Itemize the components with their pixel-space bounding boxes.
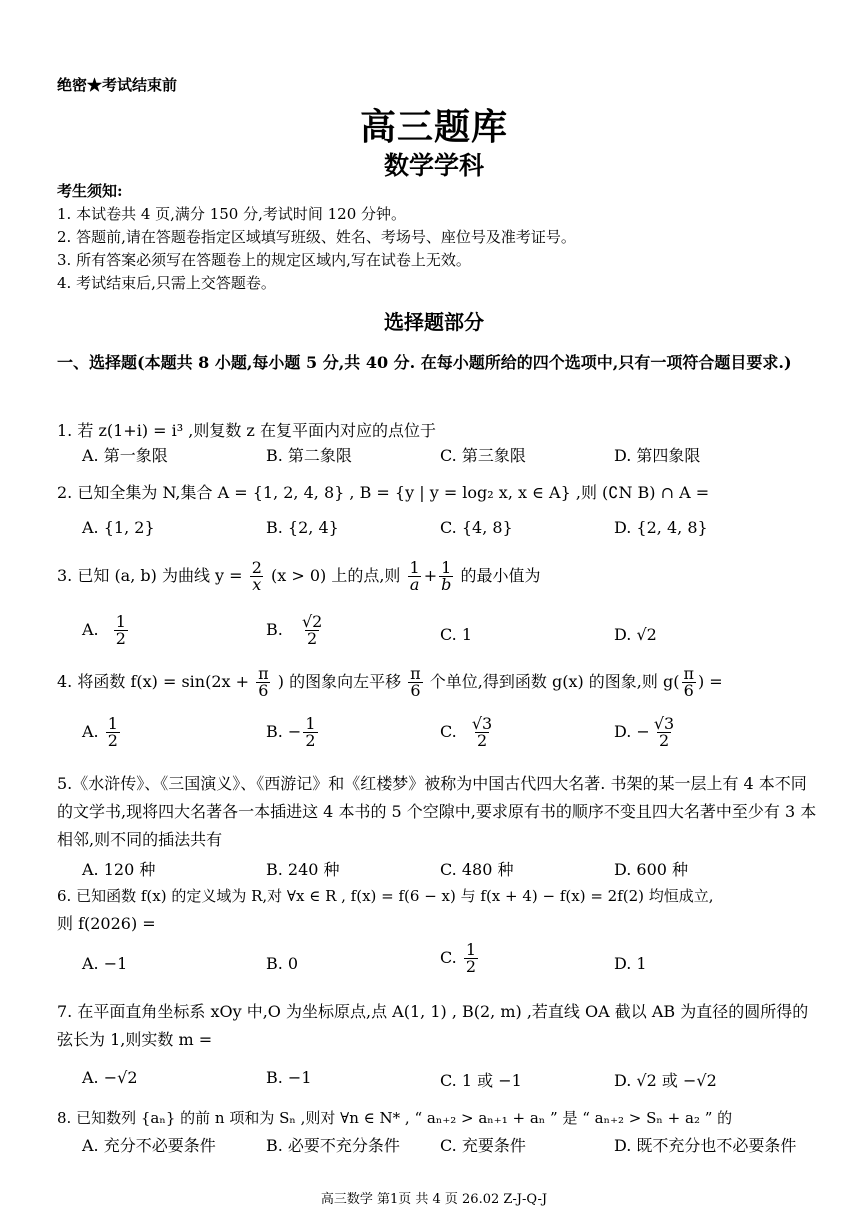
- value: √2: [636, 625, 657, 644]
- denominator: a: [409, 575, 420, 594]
- option-letter: D.: [614, 625, 632, 644]
- q6-option-d: D. 1: [614, 954, 647, 973]
- denominator: 2: [305, 731, 316, 750]
- option-letter: A.: [82, 722, 99, 741]
- q2-option-b: B. {2, 4}: [266, 518, 339, 537]
- numerator: 1: [441, 558, 452, 577]
- numerator: √2: [301, 612, 323, 631]
- q2-option-a: A. {1, 2}: [82, 518, 155, 537]
- q6-option-a: A. −1: [82, 954, 128, 973]
- q7-option-d: D. √2 或 −√2: [614, 1071, 717, 1090]
- fraction: [114, 614, 128, 647]
- q3-fraction-y: [250, 560, 264, 593]
- q3-stem-part: 的最小值为: [460, 566, 541, 585]
- q5-option-c: C. 480 种: [440, 860, 514, 879]
- q1-option-d: D. 第四象限: [614, 446, 701, 465]
- fraction: [464, 942, 478, 975]
- q4-stem-part: 4. 将函数 f(x) = sin(2x +: [57, 672, 250, 691]
- q2-option-d: D. {2, 4, 8}: [614, 518, 708, 537]
- fraction-pi-6: [256, 666, 271, 699]
- q2-option-c: C. {4, 8}: [440, 518, 513, 537]
- denominator: b: [441, 575, 452, 594]
- notice-item: 3. 所有答案必须写在答题卷上的规定区域内,写在试卷上无效。: [57, 251, 471, 269]
- q3-option-b: [266, 614, 326, 647]
- part-heading: 一、选择题(本题共 8 小题,每小题 5 分,共 40 分. 在每小题所给的四个选项中,只有一项符合题目要求.): [57, 353, 792, 372]
- denominator: 6: [258, 681, 269, 700]
- numerator: 1: [305, 714, 316, 733]
- q3-fraction-1a: [408, 560, 422, 593]
- numerator: 1: [465, 940, 477, 959]
- numerator: 1: [115, 612, 126, 631]
- numerator: π: [258, 664, 269, 683]
- option-letter: B.: [266, 620, 283, 639]
- q1-option-a: A. 第一象限: [82, 446, 168, 465]
- question-2-stem: 2. 已知全集为 N,集合 A = {1, 2, 4, 8} , B = {y | y = log₂ x, x ∈ A} ,则 (∁N B) ∩ A =: [57, 483, 710, 502]
- q4-stem-part: 个单位,得到函数 g(x) 的图象,则 g(: [429, 672, 680, 691]
- q7-option-b: B. −1: [266, 1068, 312, 1087]
- denominator: 2: [658, 731, 670, 750]
- fraction: [470, 716, 494, 749]
- page-subtitle: 数学学科: [383, 151, 484, 180]
- q7-option-a: A. −√2: [82, 1068, 138, 1087]
- question-7-stem: 7. 在平面直角坐标系 xOy 中,O 为坐标原点,点 A(1, 1) , B(2, m) ,若直线 OA 截以 AB 为直径的圆所得的弦长为 1,则实数 m =: [57, 1002, 809, 1049]
- q4-option-c: [440, 716, 496, 749]
- q3-fraction-1b: [439, 560, 453, 593]
- q8-option-c: C. 充要条件: [440, 1136, 526, 1155]
- question-5-stem: 5.《水浒传》、《三国演义》、《西游记》和《红楼梦》被称为中国古代四大名著. 书架的某一层上有 4 本不同的文学书,现将四大名著各一本插进这 4 本书的 5 个空隙中,要求原有书的顺序不变且四大名著中至少有 3 本相邻,则不同的插法共有: [57, 774, 817, 849]
- q3-stem-part: 3. 已知 (a, b) 为曲线 y =: [57, 566, 243, 585]
- q3-stem-part: (x > 0) 上的点,则: [270, 566, 401, 585]
- q4-stem-part: ) =: [697, 672, 723, 691]
- numerator: √3: [653, 714, 675, 733]
- numerator: 2: [251, 558, 262, 577]
- q3-option-a: [82, 614, 130, 647]
- notice-item: 2. 答题前,请在答题卷指定区域填写班级、姓名、考场号、座位号及准考证号。: [57, 228, 576, 246]
- denominator: 6: [683, 681, 694, 700]
- fraction: [300, 614, 324, 647]
- q8-option-a: A. 充分不必要条件: [82, 1136, 216, 1155]
- q4-option-a: [82, 716, 122, 749]
- question-4-stem: [57, 666, 723, 699]
- q3-option-c: C. 1: [440, 625, 473, 644]
- numerator: 1: [409, 558, 420, 577]
- option-letter: C.: [440, 948, 457, 967]
- q5-option-a: A. 120 种: [82, 860, 156, 879]
- denominator: 2: [465, 957, 477, 976]
- question-8-stem: 8. 已知数列 {aₙ} 的前 n 项和为 Sₙ ,则对 ∀n ∈ N* , “ aₙ₊₂ > aₙ₊₁ + aₙ ” 是 “ aₙ₊₂ > Sₙ + a₂ ” 的: [57, 1109, 733, 1127]
- q8-option-b: B. 必要不充分条件: [266, 1136, 400, 1155]
- denominator: 6: [410, 681, 421, 700]
- fraction-pi-6: [408, 666, 423, 699]
- q4-option-d: [614, 716, 678, 749]
- q4-stem-part: ) 的图象向左平移: [277, 672, 402, 691]
- fraction-pi-6: [681, 666, 696, 699]
- fraction: [303, 716, 317, 749]
- numerator: √3: [471, 714, 493, 733]
- option-letter: D. −: [614, 722, 650, 741]
- q1-option-c: C. 第三象限: [440, 446, 526, 465]
- option-letter: B. −: [266, 722, 302, 741]
- q7-option-c: C. 1 或 −1: [440, 1071, 522, 1090]
- denominator: 2: [115, 629, 126, 648]
- fraction: [106, 716, 120, 749]
- notice-heading: 考生须知:: [57, 182, 123, 200]
- notice-item: 4. 考试结束后,只需上交答题卷。: [57, 274, 276, 292]
- page-footer: 高三数学 第1页 共 4 页 26.02 Z-J-Q-J: [320, 1192, 548, 1207]
- question-1-stem: 1. 若 z(1+i) = i³ ,则复数 z 在复平面内对应的点位于: [57, 421, 436, 440]
- q3-option-d: [614, 625, 657, 644]
- question-6-stem: 6. 已知函数 f(x) 的定义域为 R,对 ∀x ∈ R , f(x) = f(6 − x) 与 f(x + 4) − f(x) = 2f(2) 均恒成立,: [57, 887, 714, 905]
- notice-item: 1. 本试卷共 4 页,满分 150 分,考试时间 120 分钟。: [57, 205, 407, 223]
- q6-option-b: B. 0: [266, 954, 299, 973]
- question-3-stem: 3. 已知 (a, b) 为曲线 y = $\frac{2}{x}$ (x > 0) 上的点,则 $\frac{1}{a}$ + $\frac{1}{b}$ 的最小值为: [57, 558, 541, 594]
- denominator: 2: [107, 731, 118, 750]
- q6-option-c: [440, 942, 480, 975]
- option-letter: C.: [440, 722, 457, 741]
- numerator: 1: [107, 714, 118, 733]
- option-letter: A.: [82, 620, 99, 639]
- page-title: 高三题库: [359, 106, 508, 148]
- denominator: 2: [476, 731, 488, 750]
- q8-option-d: D. 既不充分也不必要条件: [614, 1136, 797, 1155]
- confidential-label: 绝密★考试结束前: [57, 76, 178, 94]
- q1-option-b: B. 第二象限: [266, 446, 352, 465]
- numerator: π: [683, 664, 694, 683]
- denominator: x: [252, 575, 262, 594]
- q5-option-b: B. 240 种: [266, 860, 340, 879]
- q4-option-b: [266, 716, 320, 749]
- q5-option-d: D. 600 种: [614, 860, 689, 879]
- section-title: 选择题部分: [384, 310, 484, 334]
- denominator: 2: [307, 629, 318, 648]
- question-6-stem-cont: 则 f(2026) =: [57, 914, 156, 933]
- fraction: [652, 716, 676, 749]
- numerator: π: [410, 664, 421, 683]
